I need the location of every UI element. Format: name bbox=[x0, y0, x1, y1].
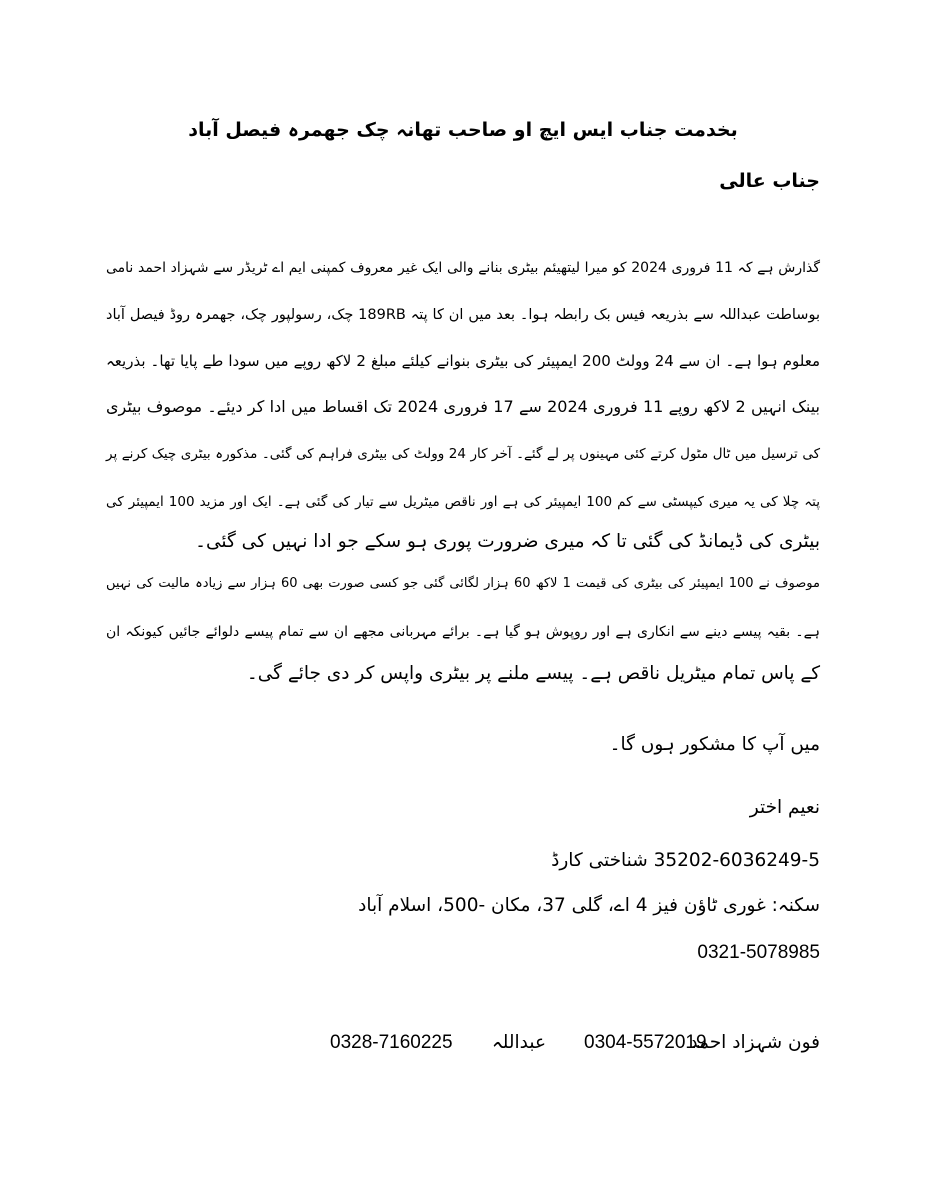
closing-line: میں آپ کا مشکور ہوں گا۔ bbox=[609, 734, 820, 755]
contact-label-abdullah: عبداللہ bbox=[491, 1032, 546, 1053]
contact-label-shehzad: فون شہزاد احمد bbox=[689, 1032, 820, 1053]
salutation: جناب عالی bbox=[719, 170, 820, 192]
sender-name: نعیم اختر bbox=[749, 797, 820, 818]
letter-address: بخدمت جناب ایس ایچ او صاحب تھانہ چک جھمرہ فیصل آباد bbox=[188, 119, 738, 141]
paragraph1-line-2: بوساطت عبداللہ سے بذریعہ فیس بک رابطہ ہوا۔ بعد میں ان کا پتہ 189RB چک، رسولپور چک، جھمرہ روڈ فیصل آباد bbox=[106, 307, 820, 323]
paragraph1-line-6: پتہ چلا کی یہ میری کیپسٹی سے کم 100 ایمپیئر کی ہے اور ناقص میٹریل سے تیار کی گئی ہے۔ ایک اور مزید 100 ایمپیئر کی bbox=[106, 494, 820, 510]
paragraph1-line-7: بیٹری کی ڈیمانڈ کی گئی تا کہ میری ضرورت پوری ہو سکے جو ادا نہیں کی گئی۔ bbox=[195, 531, 820, 552]
paragraph2-line-2: ہے۔ بقیہ پیسے دینے سے انکاری ہے اور روپوش ہو گیا ہے۔ برائے مہربانی مجھے ان سے تمام پیسے دلوائے جائیں کیونکہ ان bbox=[106, 624, 820, 640]
sender-address: سکنہ: غوری ٹاؤن فیز 4 اے، گلی 37، مکان -500، اسلام آباد bbox=[358, 895, 820, 916]
sender-cnic: 35202-6036249-5 شناختی کارڈ bbox=[551, 850, 820, 871]
paragraph1-line-4: بینک انہیں 2 لاکھ روپے 11 فروری 2024 سے 17 فروری 2024 تک اقساط میں ادا کر دیئے۔ موصوف بیٹری bbox=[106, 397, 821, 416]
contact-phone-shehzad: 0304-5572019 bbox=[584, 1032, 707, 1053]
paragraph2-line-1: موصوف نے 100 ایمپیئر کی بیٹری کی قیمت 1 لاکھ 60 ہزار لگائی گئی جو کسی صورت بھی 60 ہزار سے زیادہ مالیت کی نہیں bbox=[106, 576, 820, 591]
sender-phone: 0321-5078985 bbox=[697, 942, 820, 963]
paragraph1-line-5: کی ترسیل میں ٹال مٹول کرتے کئی مہینوں پر لے گئے۔ آخر کار 24 وولٹ کی بیٹری فراہم کی گئی۔ مذکورہ بیٹری چیک کرنے پر bbox=[106, 446, 821, 462]
paragraph1-line-3: معلوم ہوا ہے۔ ان سے 24 وولٹ 200 ایمپیئر کی بیٹری بنوانے کیلئے مبلغ 2 لاکھ روپے میں سودا طے پایا تھا۔ بذریعہ bbox=[106, 352, 820, 370]
paragraph2-line-3: کے پاس تمام میٹریل ناقص ہے۔ پیسے ملنے پر بیٹری واپس کر دی جائے گی۔ bbox=[246, 663, 820, 684]
paragraph1-line-1: گذارش ہے کہ 11 فروری 2024 کو میرا لیتھیئم بیٹری بنانے والی ایک غیر معروف کمپنی ایم اے ٹریڈر سے شہزاد احمد نامی bbox=[106, 260, 821, 276]
contact-phone-abdullah: 0328-7160225 bbox=[330, 1032, 453, 1053]
